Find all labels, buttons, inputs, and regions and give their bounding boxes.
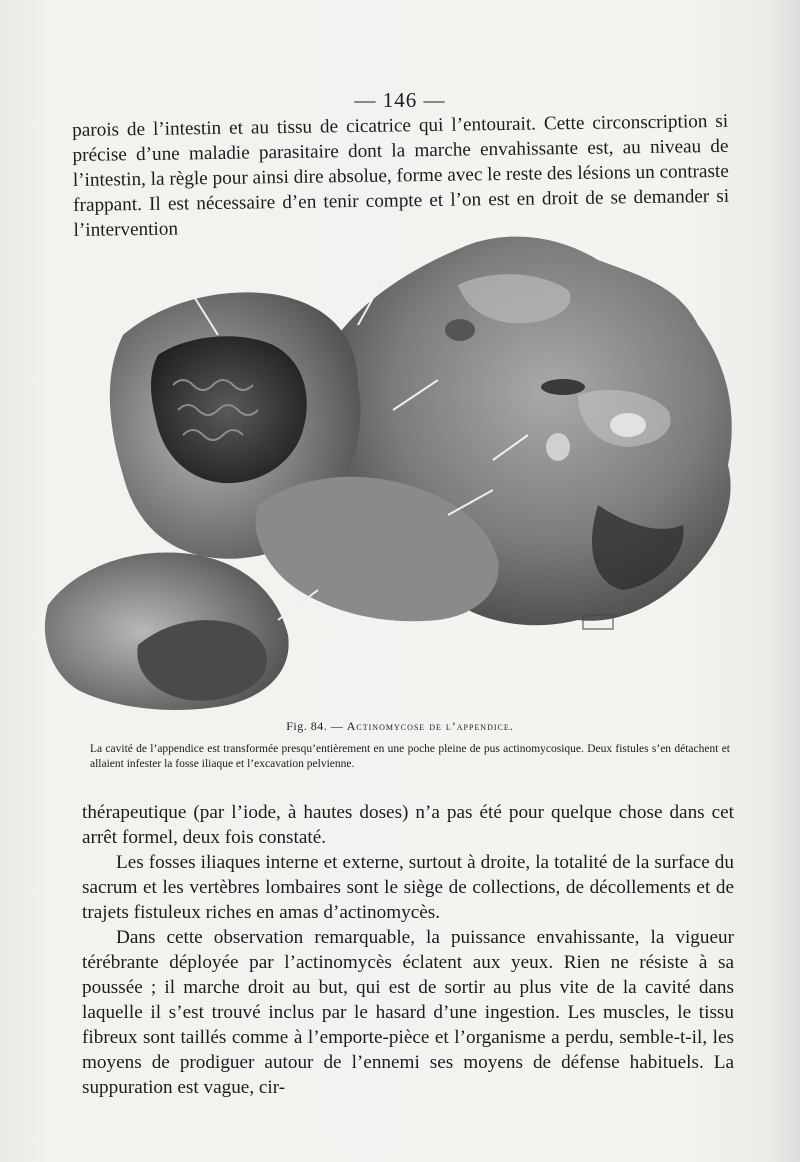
figure-title: Actinomycose de l’appendice. bbox=[346, 719, 514, 733]
body-paragraph: thérapeutique (par l’iode, à hautes doses) n’a pas été pour quelque chose dans cet arrêt formel, deux fois constaté. bbox=[82, 802, 734, 848]
body-paragraph: Les fosses iliaques interne et externe, surtout à droite, la totalité de la surface du sacrum et les vertèbres lombaires sont le siège de collections, de décollements et de trajets fistuleux riches en amas d’actinomycès. bbox=[82, 852, 734, 923]
anatomical-illustration bbox=[38, 225, 748, 720]
page-number: — 146 — bbox=[354, 88, 446, 112]
figure-label: Fig. 84. — bbox=[286, 719, 347, 733]
figure-caption bbox=[0, 719, 800, 734]
body-paragraph: Dans cette observation remarquable, la puissance envahissante, la vigueur térébrante déployée par l’actinomycès éclatent aux yeux. Rien ne résiste à sa poussée ; il marche droit au but, qui est de sortir au plus vite de la cavité dans laquelle il s’est trouvé inclus par le hasard d’une ingestion. Les muscles, le tissu fibreux sont taillés comme à l’emporte-pièce et l’organisme a perdu, semble-t-il, les moyens de prodiguer autour de l’ennemi ses moyens de défense habituels. La suppuration est vague, cir- bbox=[82, 927, 734, 1098]
top-paragraph: parois de l’intestin et au tissu de cicatrice qui l’entourait. Cette circonscription si précise d’une maladie parasitaire dont la marche envahissante est, au niveau de l’intestin, la règle pour ainsi dire absolue, forme avec le reste des lésions un contraste frappant. Il est nécessaire d’en tenir compte et l’on est en droit de se demander si l’intervention bbox=[72, 110, 730, 241]
figure-legend: La cavité de l’appendice est transformée presqu’entièrement en une poche pleine de pus actinomycosique. Deux fistules s’en détachent et allaient infester la fosse iliaque et l’excavation pelvienne. bbox=[90, 743, 730, 770]
appendix-specimen-drawing bbox=[38, 225, 748, 720]
